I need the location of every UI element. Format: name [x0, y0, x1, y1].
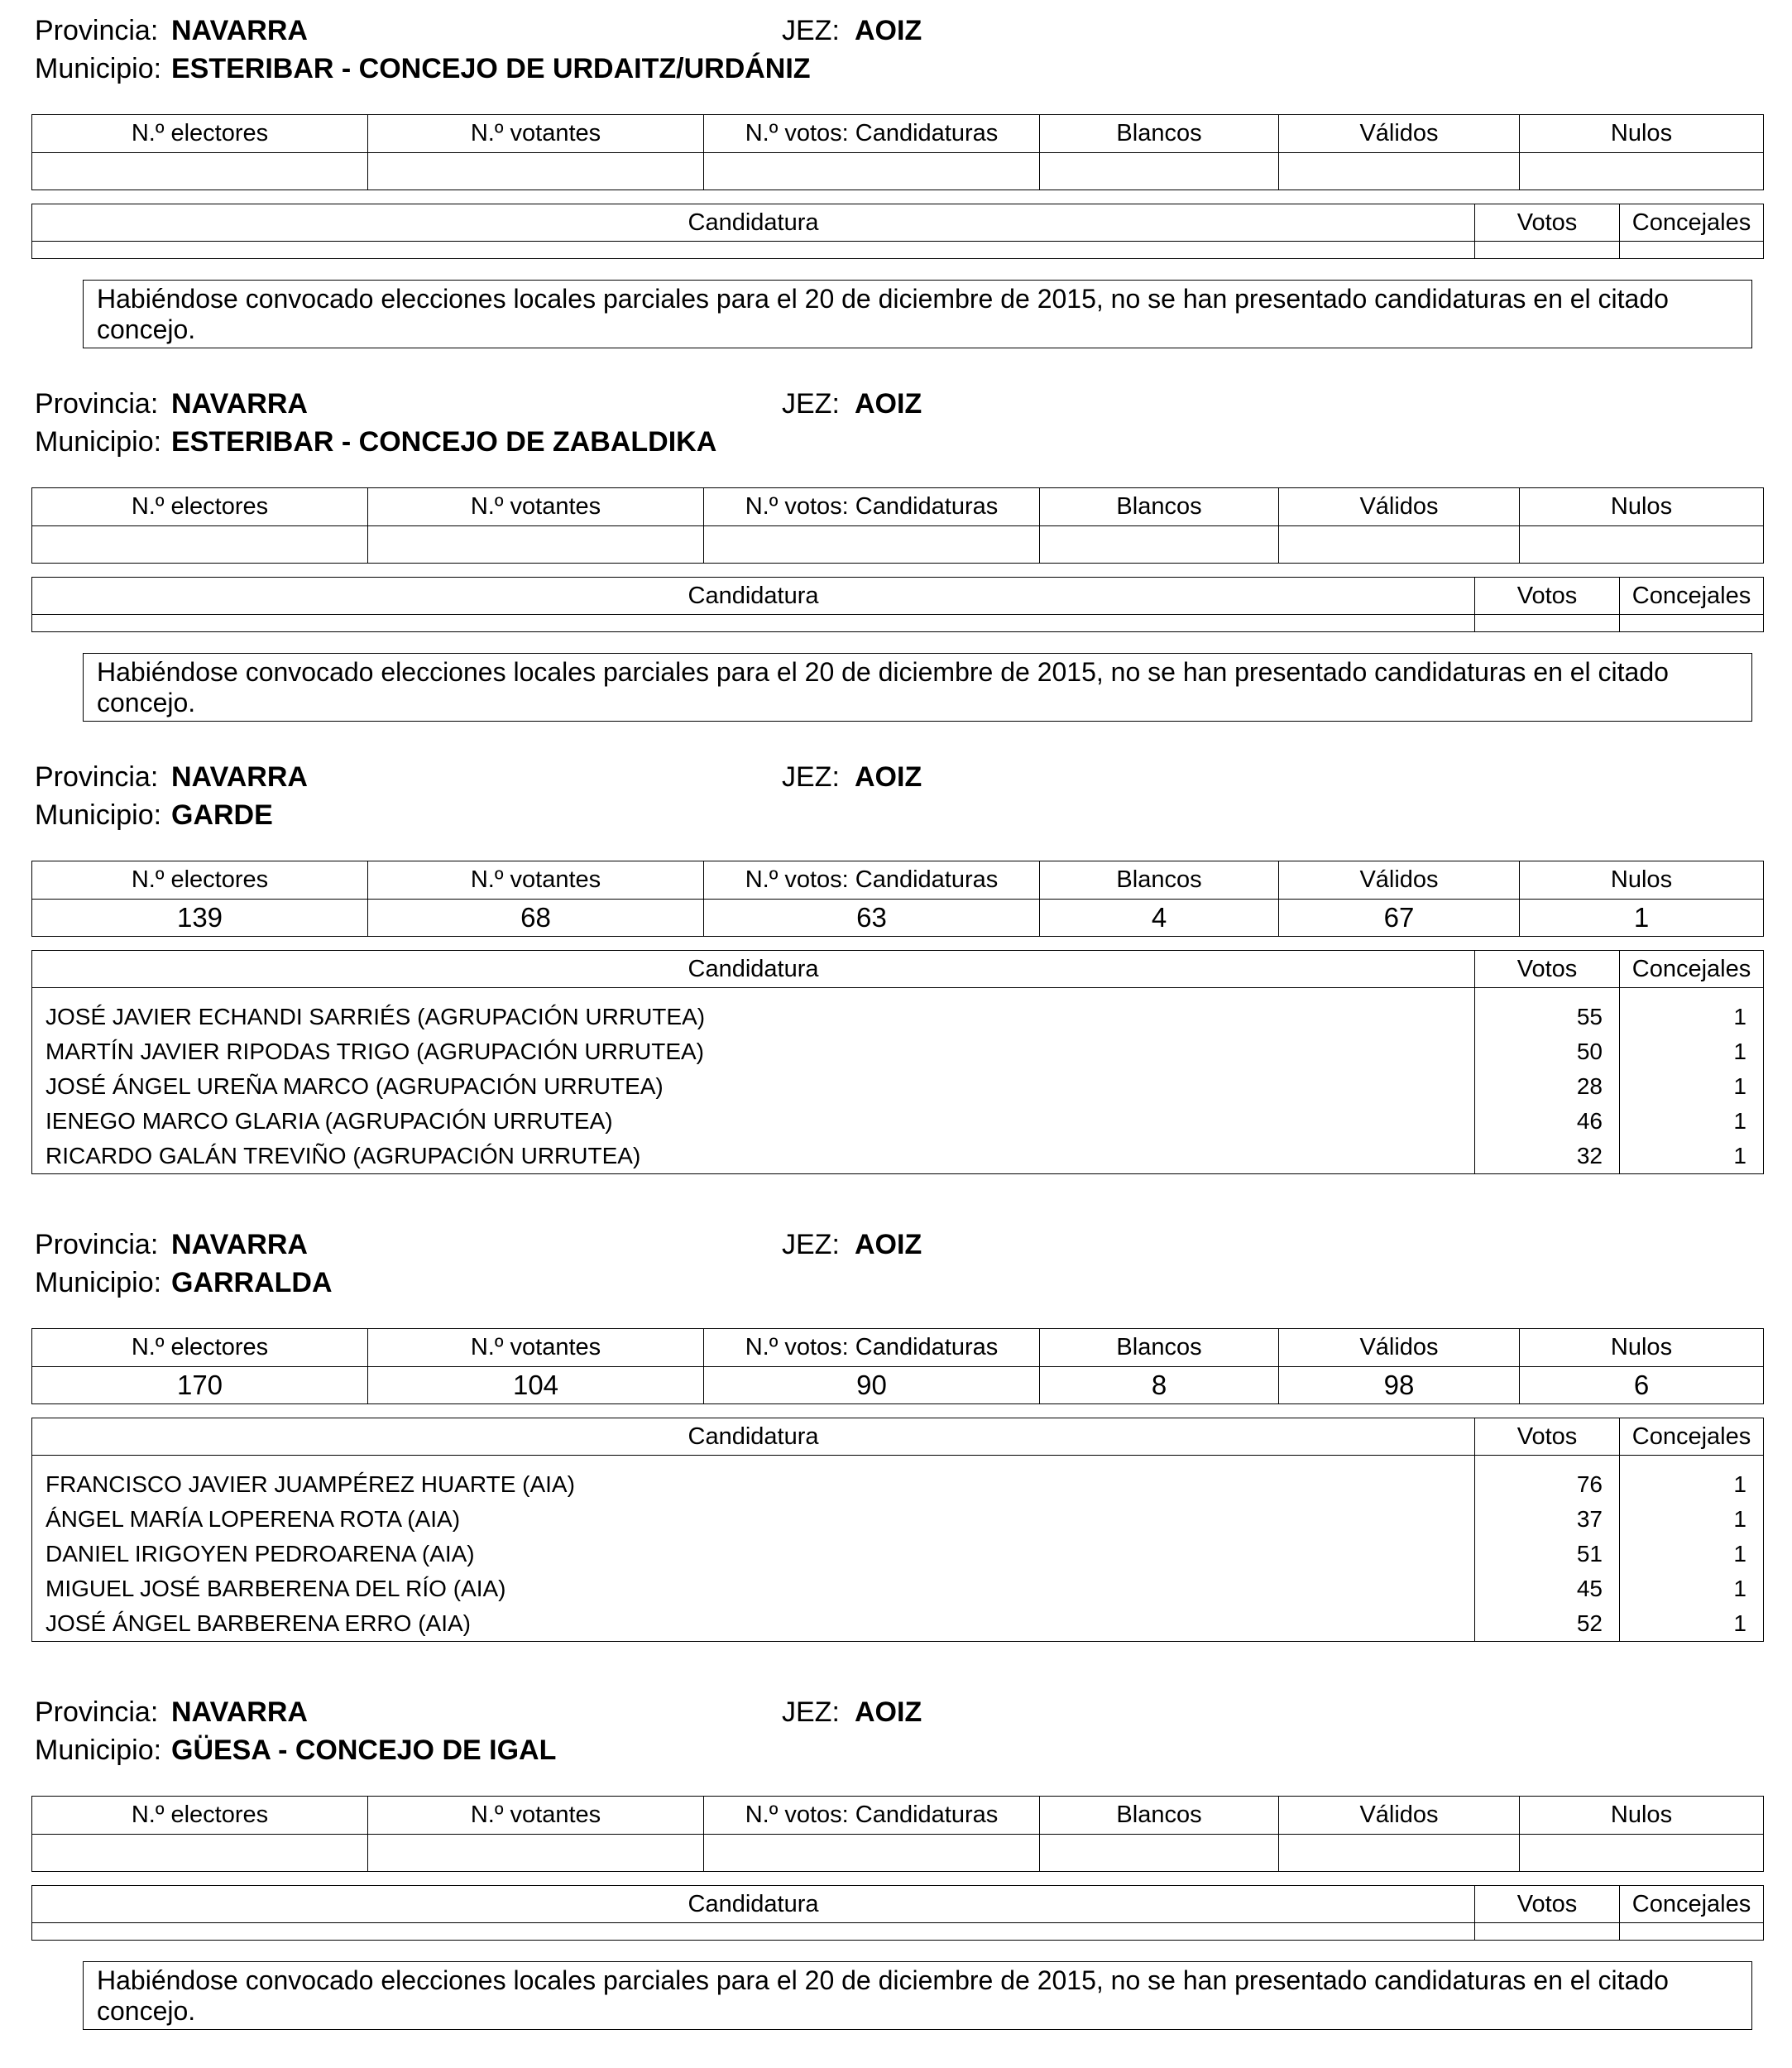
candidatura-header: Candidatura: [32, 1886, 1475, 1923]
candidate-concejales: 1: [1733, 1471, 1746, 1497]
candidatura-header: Candidatura: [32, 1418, 1475, 1456]
empty-cell: [1620, 242, 1764, 259]
candidate-votos: 37: [1576, 1506, 1603, 1532]
stats-header-cell: Blancos: [1040, 1329, 1279, 1367]
stats-header-cell: N.º votantes: [368, 861, 704, 900]
notice-text: Habiéndose convocado elecciones locales parciales para el 20 de diciembre de 2015, no se han presentado candidaturas en el citado concejo.: [97, 657, 1669, 717]
stats-value-cell: 1: [1520, 900, 1764, 937]
stats-header-row: [32, 1329, 1764, 1367]
candidate-name: JOSÉ JAVIER ECHANDI SARRIÉS (AGRUPACIÓN URRUTEA): [46, 1004, 706, 1029]
provincia-value: NAVARRA: [171, 388, 308, 420]
notice-text: Habiéndose convocado elecciones locales parciales para el 20 de diciembre de 2015, no se han presentado candidaturas en el citado concejo.: [97, 284, 1669, 344]
candidate-name: MARTÍN JAVIER RIPODAS TRIGO (AGRUPACIÓN URRUTEA): [46, 1039, 705, 1064]
notice-box: [83, 280, 1752, 348]
stats-value-cell: 63: [704, 900, 1040, 937]
candidate-name: RICARDO GALÁN TREVIÑO (AGRUPACIÓN URRUTEA): [46, 1143, 641, 1168]
stats-header-cell: N.º votantes: [368, 488, 704, 526]
candidate-votos: 50: [1576, 1039, 1603, 1064]
candidate-name: FRANCISCO JAVIER JUAMPÉREZ HUARTE (AIA): [46, 1471, 575, 1497]
candidate-votos: 76: [1576, 1471, 1603, 1497]
empty-cell: [32, 242, 1475, 259]
candidatura-header-row: [32, 1418, 1764, 1456]
stats-header-cell: N.º votantes: [368, 1329, 704, 1367]
stats-header-cell: N.º votantes: [368, 115, 704, 153]
concejales-header: Concejales: [1620, 951, 1764, 988]
provincia-value: NAVARRA: [171, 15, 308, 46]
provincia-value: NAVARRA: [171, 761, 308, 793]
provincia-row: [35, 761, 308, 794]
candidate-votos: 45: [1576, 1576, 1603, 1601]
stats-header-cell: Blancos: [1040, 488, 1279, 526]
empty-cell: [1475, 242, 1620, 259]
stats-header-cell: Nulos: [1520, 1797, 1764, 1835]
stats-value-row: [32, 900, 1764, 937]
stats-header-cell: Nulos: [1520, 115, 1764, 153]
stats-header-cell: Nulos: [1520, 488, 1764, 526]
stats-value-cell: [1040, 1835, 1279, 1872]
candidate-concejales: 1: [1733, 1576, 1746, 1601]
provincia-row: [35, 14, 308, 47]
candidatura-table: [31, 204, 1764, 259]
stats-value-cell: 67: [1279, 900, 1520, 937]
provincia-value: NAVARRA: [171, 1696, 308, 1728]
votos-header: Votos: [1475, 1418, 1620, 1456]
municipio-row: [35, 52, 811, 85]
stats-value-cell: [1279, 1835, 1520, 1872]
jez-label: JEZ:: [782, 1696, 840, 1728]
jez-label: JEZ:: [782, 761, 840, 793]
empty-cell: [1620, 1923, 1764, 1941]
stats-header-cell: N.º electores: [32, 115, 368, 153]
candidate-votos: 51: [1576, 1541, 1603, 1567]
stats-header-cell: N.º votos: Candidaturas: [704, 488, 1040, 526]
provincia-row: [35, 1228, 308, 1261]
stats-table: [31, 114, 1764, 190]
candidate-concejales: 1: [1733, 1143, 1746, 1168]
provincia-label: Provincia:: [35, 388, 159, 420]
candidate-votos-cell: [1475, 1456, 1620, 1642]
provincia-value: NAVARRA: [171, 1229, 308, 1260]
provincia-label: Provincia:: [35, 1229, 159, 1260]
stats-value-cell: [368, 526, 704, 564]
stats-value-row: [32, 153, 1764, 190]
candidate-names-cell: [32, 1456, 1475, 1642]
stats-value-cell: 4: [1040, 900, 1279, 937]
stats-header-cell: N.º votos: Candidaturas: [704, 1797, 1040, 1835]
stats-value-cell: 90: [704, 1367, 1040, 1404]
candidate-concejales: 1: [1733, 1610, 1746, 1636]
candidate-name: JOSÉ ÁNGEL BARBERENA ERRO (AIA): [46, 1610, 471, 1636]
stats-header-row: [32, 488, 1764, 526]
concejales-header: Concejales: [1620, 578, 1764, 615]
jez-value: AOIZ: [855, 1696, 922, 1728]
candidatura-empty-row: [32, 1923, 1764, 1941]
stats-header-cell: N.º electores: [32, 1329, 368, 1367]
votos-header: Votos: [1475, 204, 1620, 242]
municipio-label: Municipio:: [35, 1267, 162, 1298]
stats-header-cell: N.º electores: [32, 488, 368, 526]
provincia-row: [35, 387, 308, 420]
jez-label: JEZ:: [782, 15, 840, 46]
stats-value-cell: [32, 526, 368, 564]
municipio-label: Municipio:: [35, 53, 162, 84]
candidate-concejales: 1: [1733, 1004, 1746, 1029]
stats-table: [31, 1328, 1764, 1404]
candidate-concejales: 1: [1733, 1073, 1746, 1099]
jez-value: AOIZ: [855, 388, 922, 420]
candidatura-empty-row: [32, 615, 1764, 632]
jez-value: AOIZ: [855, 15, 922, 46]
candidate-votos: 52: [1576, 1610, 1603, 1636]
stats-header-cell: N.º votos: Candidaturas: [704, 115, 1040, 153]
municipio-row: [35, 1734, 557, 1767]
stats-header-cell: Blancos: [1040, 1797, 1279, 1835]
stats-value-cell: [1520, 1835, 1764, 1872]
candidatura-header-row: [32, 578, 1764, 615]
stats-header-cell: Válidos: [1279, 861, 1520, 900]
jez-label: JEZ:: [782, 388, 840, 420]
municipio-row: [35, 1266, 333, 1299]
municipio-row: [35, 799, 273, 832]
jez-label: JEZ:: [782, 1229, 840, 1260]
concejales-header: Concejales: [1620, 204, 1764, 242]
stats-table: [31, 1796, 1764, 1872]
candidate-concejales: 1: [1733, 1039, 1746, 1064]
stats-value-cell: [1040, 526, 1279, 564]
municipio-label: Municipio:: [35, 426, 162, 458]
candidatura-header-row: [32, 204, 1764, 242]
stats-header-row: [32, 1797, 1764, 1835]
stats-value-cell: 68: [368, 900, 704, 937]
stats-value-cell: 170: [32, 1367, 368, 1404]
stats-header-cell: Válidos: [1279, 1329, 1520, 1367]
notice-box: [83, 1961, 1752, 2030]
jez-row: [782, 387, 922, 420]
jez-value: AOIZ: [855, 1229, 922, 1260]
stats-value-cell: [1279, 526, 1520, 564]
candidatura-table: [31, 577, 1764, 632]
candidate-votos: 32: [1576, 1143, 1603, 1168]
candidatura-body-row: [32, 988, 1764, 1174]
concejales-header: Concejales: [1620, 1418, 1764, 1456]
candidate-votos: 28: [1576, 1073, 1603, 1099]
stats-value-cell: 98: [1279, 1367, 1520, 1404]
candidate-concejales-cell: [1620, 988, 1764, 1174]
candidate-concejales: 1: [1733, 1541, 1746, 1567]
provincia-label: Provincia:: [35, 15, 159, 46]
stats-value-cell: [368, 1835, 704, 1872]
concejales-header: Concejales: [1620, 1886, 1764, 1923]
stats-value-cell: [704, 153, 1040, 190]
jez-row: [782, 761, 922, 794]
stats-value-cell: 139: [32, 900, 368, 937]
stats-header-cell: Blancos: [1040, 115, 1279, 153]
stats-header-cell: N.º votos: Candidaturas: [704, 1329, 1040, 1367]
municipio-row: [35, 425, 717, 458]
candidate-votos: 55: [1576, 1004, 1603, 1029]
stats-value-cell: [1520, 526, 1764, 564]
stats-value-cell: 8: [1040, 1367, 1279, 1404]
stats-header-cell: Nulos: [1520, 1329, 1764, 1367]
provincia-row: [35, 1696, 308, 1729]
stats-value-cell: 6: [1520, 1367, 1764, 1404]
jez-row: [782, 14, 922, 47]
stats-header-cell: N.º electores: [32, 861, 368, 900]
candidatura-body-row: [32, 1456, 1764, 1642]
stats-value-row: [32, 1835, 1764, 1872]
stats-header-cell: Nulos: [1520, 861, 1764, 900]
stats-value-cell: [32, 1835, 368, 1872]
municipio-label: Municipio:: [35, 1735, 162, 1766]
candidatura-header: Candidatura: [32, 951, 1475, 988]
stats-value-cell: [704, 526, 1040, 564]
candidate-votos: 46: [1576, 1108, 1603, 1134]
votos-header: Votos: [1475, 1886, 1620, 1923]
stats-header-row: [32, 115, 1764, 153]
stats-header-row: [32, 861, 1764, 900]
candidatura-table: [31, 1418, 1764, 1642]
votos-header: Votos: [1475, 951, 1620, 988]
stats-value-cell: [368, 153, 704, 190]
provincia-label: Provincia:: [35, 1696, 159, 1728]
candidatura-table: [31, 1885, 1764, 1941]
stats-value-cell: [1279, 153, 1520, 190]
candidate-name: IENEGO MARCO GLARIA (AGRUPACIÓN URRUTEA): [46, 1108, 613, 1134]
stats-value-row: [32, 1367, 1764, 1404]
stats-header-cell: N.º electores: [32, 1797, 368, 1835]
stats-header-cell: Válidos: [1279, 115, 1520, 153]
stats-header-cell: N.º votantes: [368, 1797, 704, 1835]
empty-cell: [1620, 615, 1764, 632]
municipio-value: ESTERIBAR - CONCEJO DE ZABALDIKA: [171, 426, 717, 458]
stats-header-cell: Válidos: [1279, 1797, 1520, 1835]
notice-text: Habiéndose convocado elecciones locales parciales para el 20 de diciembre de 2015, no se han presentado candidaturas en el citado concejo.: [97, 1965, 1669, 2026]
candidatura-header: Candidatura: [32, 204, 1475, 242]
empty-cell: [1475, 1923, 1620, 1941]
stats-value-cell: [704, 1835, 1040, 1872]
municipio-value: ESTERIBAR - CONCEJO DE URDAITZ/URDÁNIZ: [171, 53, 811, 84]
stats-value-cell: [1520, 153, 1764, 190]
jez-row: [782, 1228, 922, 1261]
stats-header-cell: Blancos: [1040, 861, 1279, 900]
notice-box: [83, 653, 1752, 722]
candidatura-header: Candidatura: [32, 578, 1475, 615]
candidate-names-cell: [32, 988, 1475, 1174]
jez-row: [782, 1696, 922, 1729]
candidate-name: DANIEL IRIGOYEN PEDROARENA (AIA): [46, 1541, 475, 1567]
provincia-label: Provincia:: [35, 761, 159, 793]
candidate-name: JOSÉ ÁNGEL UREÑA MARCO (AGRUPACIÓN URRUTEA): [46, 1073, 664, 1099]
municipio-label: Municipio:: [35, 799, 162, 831]
municipio-value: GÜESA - CONCEJO DE IGAL: [171, 1735, 557, 1766]
stats-value-cell: [32, 153, 368, 190]
votos-header: Votos: [1475, 578, 1620, 615]
stats-value-cell: 104: [368, 1367, 704, 1404]
candidate-votos-cell: [1475, 988, 1620, 1174]
candidate-concejales: 1: [1733, 1108, 1746, 1134]
stats-table: [31, 861, 1764, 937]
municipio-value: GARDE: [171, 799, 273, 831]
candidate-name: ÁNGEL MARÍA LOPERENA ROTA (AIA): [46, 1506, 461, 1532]
empty-cell: [1475, 615, 1620, 632]
stats-value-row: [32, 526, 1764, 564]
jez-value: AOIZ: [855, 761, 922, 793]
stats-header-cell: Válidos: [1279, 488, 1520, 526]
candidatura-header-row: [32, 951, 1764, 988]
stats-header-cell: N.º votos: Candidaturas: [704, 861, 1040, 900]
candidate-name: MIGUEL JOSÉ BARBERENA DEL RÍO (AIA): [46, 1576, 506, 1601]
stats-table: [31, 487, 1764, 564]
empty-cell: [32, 615, 1475, 632]
candidate-concejales-cell: [1620, 1456, 1764, 1642]
stats-value-cell: [1040, 153, 1279, 190]
empty-cell: [32, 1923, 1475, 1941]
candidatura-table: [31, 950, 1764, 1174]
candidatura-header-row: [32, 1886, 1764, 1923]
candidate-concejales: 1: [1733, 1506, 1746, 1532]
municipio-value: GARRALDA: [171, 1267, 333, 1298]
candidatura-empty-row: [32, 242, 1764, 259]
